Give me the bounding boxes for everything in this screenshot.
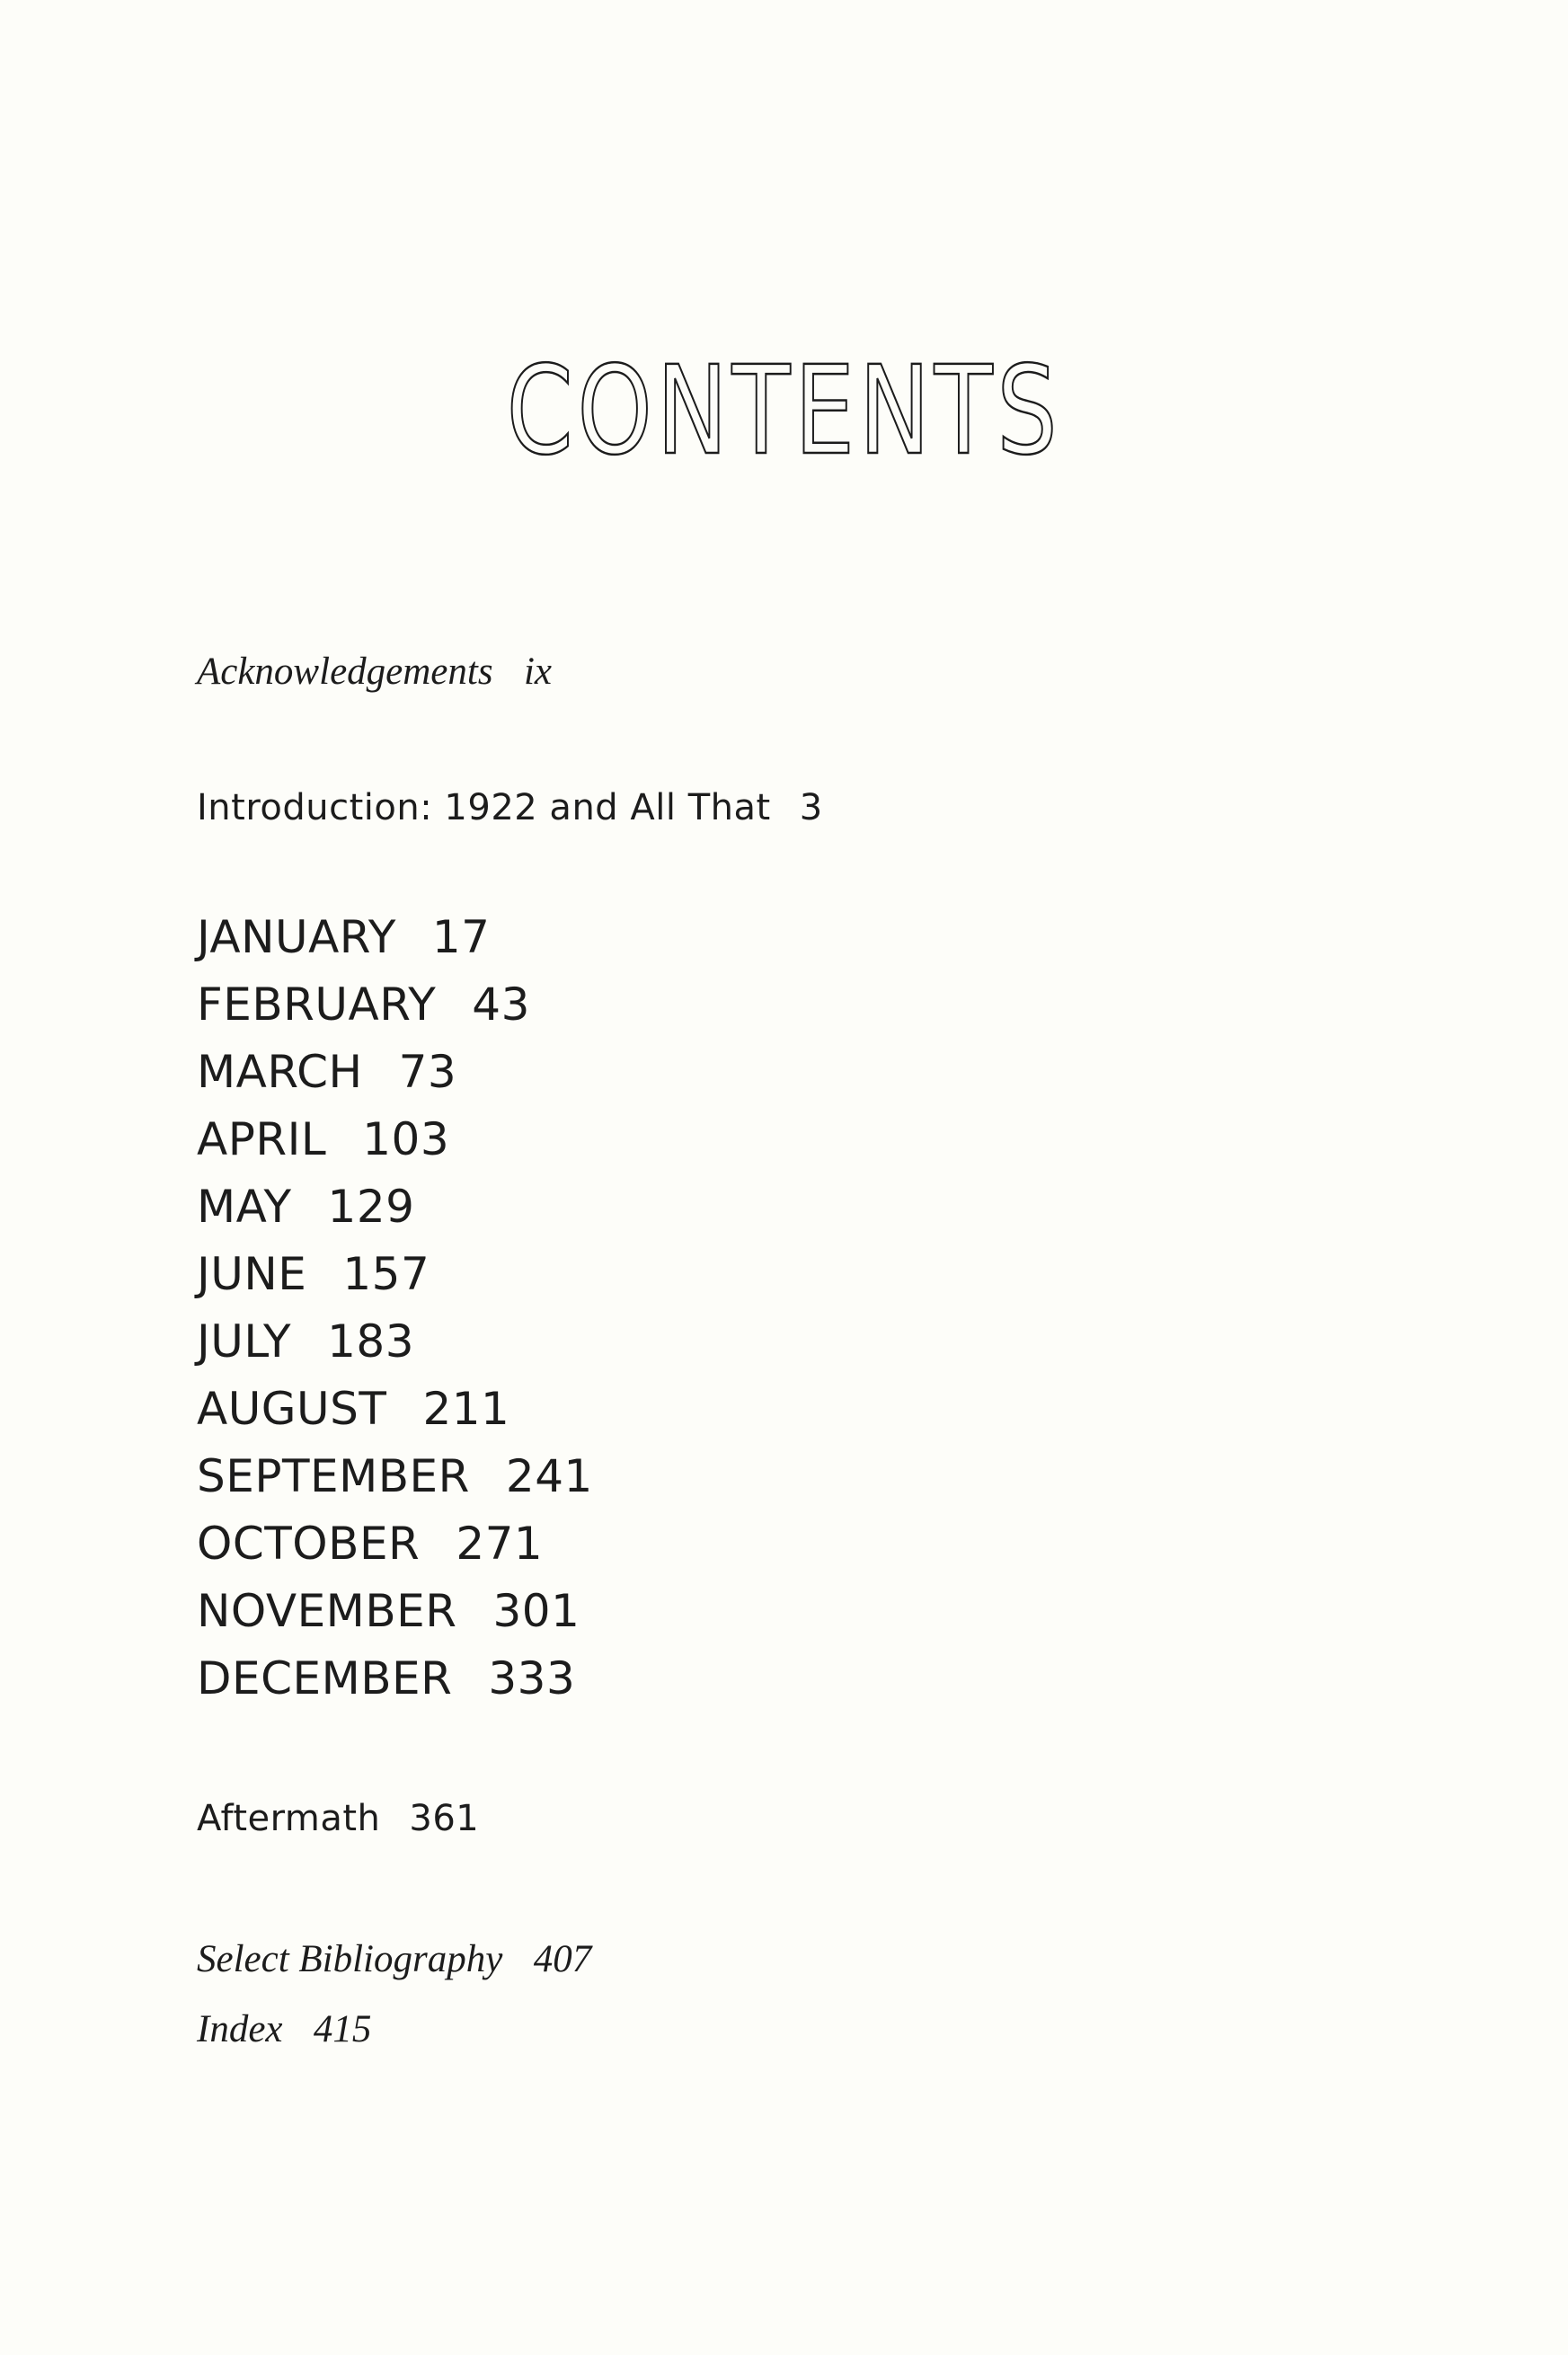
toc-entry-label: OCTOBER (197, 1518, 421, 1570)
toc-entry-september (197, 1449, 593, 1503)
toc-entry-page: 3 (799, 787, 823, 828)
toc-entry-label: AUGUST (197, 1383, 387, 1435)
toc-entry-label: SEPTEMBER (197, 1450, 470, 1502)
toc-entry-aftermath (197, 1795, 479, 1842)
toc-entry-page: 183 (327, 1315, 415, 1368)
toc-entry-april (197, 1112, 449, 1166)
toc-entry-page: 103 (362, 1113, 450, 1165)
toc-entry-label: Select Bibliography (197, 1938, 503, 1980)
toc-entry-label: JUNE (197, 1248, 307, 1300)
toc-entry-august (197, 1382, 509, 1436)
toc-entry-acknowledgements (197, 649, 552, 695)
toc-entry-july (197, 1315, 414, 1368)
toc-entry-may (197, 1180, 414, 1234)
toc-entry-label: FEBRUARY (197, 978, 437, 1031)
toc-entry-label: JANUARY (197, 911, 396, 963)
toc-entry-page: 17 (431, 911, 491, 963)
toc-entry-label: JULY (197, 1315, 292, 1368)
toc-entry-label: MAY (197, 1181, 292, 1233)
toc-entry-january (197, 910, 490, 964)
toc-entry-label: Acknowledgements (197, 651, 493, 693)
toc-entry-page: 211 (422, 1383, 510, 1435)
toc-entry-december (197, 1651, 575, 1705)
toc-entry-bibliography (197, 1936, 591, 1983)
toc-entry-page: 43 (472, 978, 530, 1031)
toc-entry-october (197, 1517, 543, 1571)
toc-entry-label: NOVEMBER (197, 1585, 457, 1637)
toc-entry-label: DECEMBER (197, 1652, 453, 1704)
toc-entry-index (197, 2006, 371, 2053)
page-title: CONTENTS (506, 341, 1062, 483)
toc-entry-page: 301 (492, 1585, 580, 1637)
toc-entry-label: MARCH (197, 1046, 363, 1098)
toc-entry-june (197, 1247, 430, 1301)
toc-entry-page: ix (523, 651, 552, 693)
toc-entry-page: 241 (505, 1450, 593, 1502)
toc-entry-label: Introduction: 1922 and All That (197, 787, 771, 828)
toc-entry-label: Aftermath (197, 1798, 381, 1839)
toc-entry-page: 157 (342, 1248, 430, 1300)
toc-entry-page: 271 (456, 1518, 544, 1570)
toc-entry-page: 361 (409, 1798, 480, 1839)
toc-entry-page: 415 (313, 2008, 372, 2050)
toc-entry-page: 129 (327, 1181, 415, 1233)
toc-entry-introduction (197, 784, 823, 831)
toc-entry-label: Index (197, 2008, 283, 2050)
toc-entry-label: APRIL (197, 1113, 327, 1165)
toc-entry-february (197, 978, 530, 1031)
toc-entry-page: 407 (533, 1938, 592, 1980)
toc-entry-november (197, 1584, 580, 1638)
toc-entry-page: 333 (488, 1652, 576, 1704)
toc-entry-page: 73 (398, 1046, 457, 1098)
toc-entry-march (197, 1045, 456, 1099)
